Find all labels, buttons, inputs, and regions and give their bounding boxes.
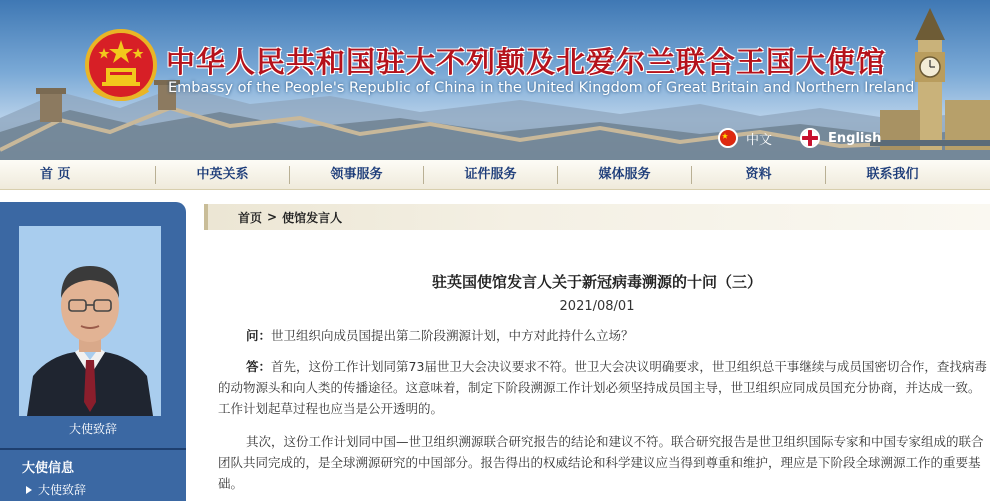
article-paragraph: 其次，这份工作计划同中国—世卫组织溯源联合研究报告的结论和建议不符。联合研究报告是世卫组织国际专家和中国专家组成的联合团队共同完成的，是全球溯源研究的中国部分。报告得出的权威结论和科学建议应当得到尊重和维护，理应是下阶段全球溯源工作的重要基础。 <box>218 434 984 491</box>
language-switch-chinese[interactable] <box>718 127 772 149</box>
language-switch-english[interactable] <box>800 127 881 149</box>
sidebar-item-label: 大使致辞 <box>38 483 87 497</box>
nav-item-china-uk-relations[interactable]: 中英关系 <box>196 166 249 182</box>
article-question <box>218 325 988 346</box>
breadcrumb-home-link[interactable]: 首页 <box>238 210 263 225</box>
answer-text: 首先，这份工作计划同第73届世卫大会决议要求不符。世卫大会决议明确要求，世卫组织总干事继续与成员国密切合作，查找病毒的动物源头和向人类的传播途径。这意味着，制定下阶段溯源工作计划必须坚持成员国主导，世卫组织应同成员国充分协商，并达成一致。工作计划起草过程也应当是公开透明的。 <box>218 359 987 416</box>
nav-item-consular-services[interactable]: 领事服务 <box>330 166 383 182</box>
ambassador-photo[interactable] <box>19 226 161 416</box>
national-emblem-icon <box>84 28 158 106</box>
article-title: 驻英国使馆发言人关于新冠病毒溯源的十问（三） <box>431 273 762 291</box>
article-date: 2021/08/01 <box>559 299 635 314</box>
nav-item-home[interactable]: 首 页 <box>40 166 71 182</box>
question-label: 问： <box>246 328 272 343</box>
nav-item-contact-us[interactable]: 联系我们 <box>866 166 919 182</box>
sidebar-divider <box>0 448 186 450</box>
nav-item-document-services[interactable]: 证件服务 <box>464 166 517 182</box>
article-body <box>218 325 988 501</box>
ambassador-photo-caption[interactable]: 大使致辞 <box>68 422 117 436</box>
nav-item-resources[interactable]: 资料 <box>745 166 772 182</box>
article-answer <box>218 356 988 419</box>
uk-flag-icon <box>800 128 820 148</box>
caret-right-icon <box>26 486 32 494</box>
breadcrumb-current-link[interactable]: 使馆发言人 <box>282 210 343 225</box>
language-label-chinese: 中文 <box>746 132 773 148</box>
sidebar-item-ambassador-remarks[interactable] <box>26 481 86 498</box>
breadcrumb <box>204 204 990 230</box>
language-label-english: English <box>828 130 882 146</box>
breadcrumb-separator: > <box>267 210 278 224</box>
embassy-title-english: Embassy of the People's Republic of China in the United Kingdom of Great Britain and Northern Ireland <box>168 80 915 96</box>
sidebar-section-heading: 大使信息 <box>22 461 75 476</box>
header-banner <box>0 0 990 160</box>
main-navigation <box>0 160 990 190</box>
nav-item-media-services[interactable]: 媒体服务 <box>598 166 651 182</box>
answer-label: 答： <box>246 359 272 374</box>
question-text: 世卫组织向成员国提出第二阶段溯源计划，中方对此持什么立场？ <box>271 328 634 343</box>
china-flag-icon <box>718 128 738 148</box>
embassy-title-chinese: 中华人民共和国驻大不列颠及北爱尔兰联合王国大使馆 <box>166 45 887 79</box>
